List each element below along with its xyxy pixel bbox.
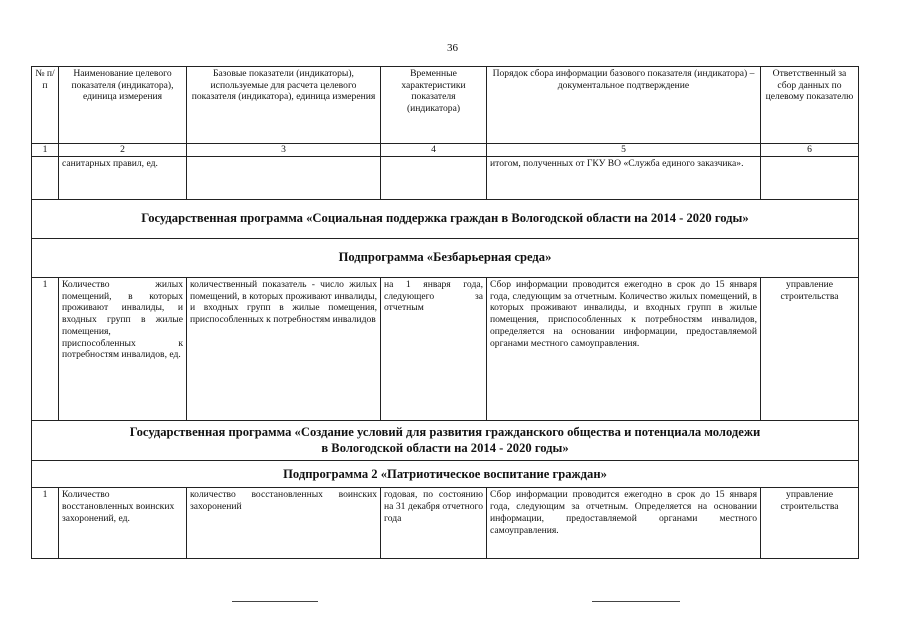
header-time: Временные характеристики показателя (индикатора) — [381, 67, 487, 144]
row-name: Количество восстановленных воинских захоронений, ед. — [59, 488, 187, 559]
row-base: количество восстановленных воинских захоронений — [187, 488, 381, 559]
table-header-row — [32, 67, 859, 144]
row-order: Сбор информации проводится ежегодно в срок до 15 января года, следующим за отчетным. Определяется на основании информации, предоставляемой органами местного самоуправления. — [487, 488, 761, 559]
header-name: Наименование целевого показателя (индикатора), единица измерения — [59, 67, 187, 144]
row-time: годовая, по состоянию на 31 декабря отчетного года — [381, 488, 487, 559]
table-row — [32, 488, 859, 559]
table-row — [32, 278, 859, 421]
continuation-order: итогом, полученных от ГКУ ВО «Служба единого заказчика». — [487, 157, 761, 200]
header-base: Базовые показатели (индикаторы), используемые для расчета целевого показателя (индикатора), единица измерения — [187, 67, 381, 144]
program2-title-line1: Государственная программа «Создание условий для развития гражданского общества и потенциала молодежи — [129, 425, 761, 439]
column-index: 3 — [187, 144, 381, 157]
continuation-row — [32, 157, 859, 200]
indicators-table — [31, 66, 859, 559]
program2-subprogram: Подпрограмма 2 «Патриотическое воспитание граждан» — [32, 461, 859, 488]
column-index: 6 — [761, 144, 859, 157]
footer-dash-right — [592, 601, 680, 602]
page-number: 36 — [447, 42, 458, 54]
program-title-row — [32, 200, 859, 239]
program1-subprogram: Подпрограмма «Безбарьерная среда» — [32, 239, 859, 278]
column-index: 5 — [487, 144, 761, 157]
column-index: 1 — [32, 144, 59, 157]
continuation-name: санитарных правил, ед. — [59, 157, 187, 200]
header-responsible: Ответственный за сбор данных по целевому показателю — [761, 67, 859, 144]
column-index: 4 — [381, 144, 487, 157]
program2-title-line2: в Вологодской области на 2014 - 2020 годы» — [321, 440, 569, 455]
row-time: на 1 января года, следующего за отчетным — [381, 278, 487, 421]
row-responsible: управление строительства — [761, 278, 859, 421]
program2-title — [32, 421, 859, 461]
row-num: 1 — [32, 488, 59, 559]
footer-dash-left — [232, 601, 318, 602]
header-order: Порядок сбора информации базового показателя (индикатора) – документальное подтверждение — [487, 67, 761, 144]
row-order: Сбор информации проводится ежегодно в срок до 15 января года, следующим за отчетным. Количество жилых помещений, в которых проживают инвалиды, и входных групп в жилые помещения, приспособленных к потребностям инвалидов, определяется на основании информации, предоставляемой органами местного самоуправления. — [487, 278, 761, 421]
header-num: № п/п — [32, 67, 59, 144]
row-base: количественный показатель - число жилых помещений, в которых проживают инвалиды, и входных групп в жилые помещения, приспособленных к потребностям инвалидов — [187, 278, 381, 421]
program1-title: Государственная программа «Социальная поддержка граждан в Вологодской области на 2014 - 2020 годы» — [32, 200, 859, 239]
program-title-row — [32, 421, 859, 461]
subprogram-title-row — [32, 239, 859, 278]
row-num: 1 — [32, 278, 59, 421]
column-index-row — [32, 144, 859, 157]
row-responsible: управление строительства — [761, 488, 859, 559]
row-name: Количество жилых помещений, в которых проживают инвалиды, и входных групп в жилые помещения, приспособленных к потребностям инвалидов, ед. — [59, 278, 187, 421]
column-index: 2 — [59, 144, 187, 157]
subprogram-title-row — [32, 461, 859, 488]
